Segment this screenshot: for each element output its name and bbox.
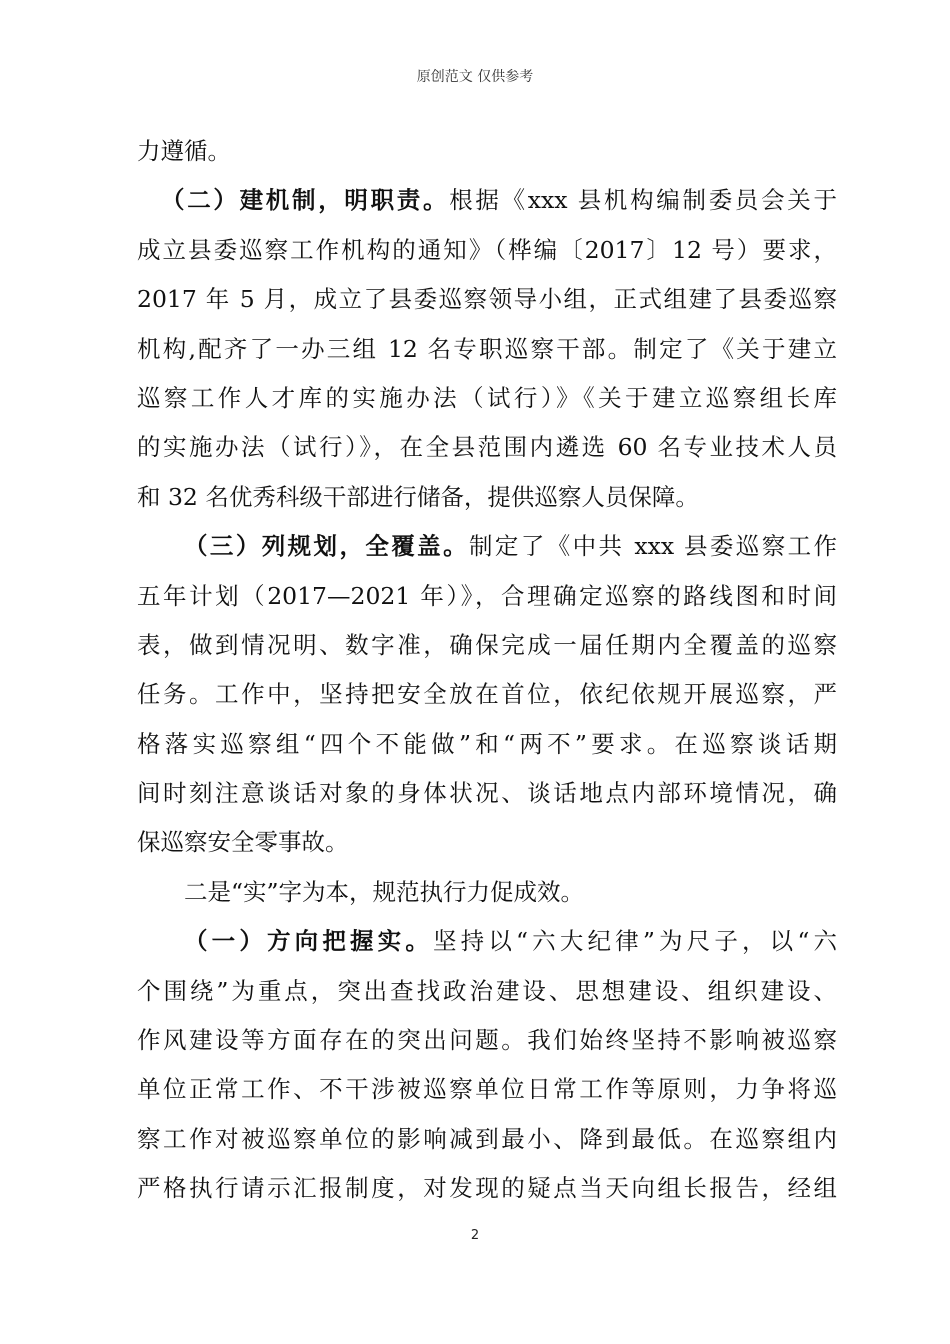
paragraph-line: 保巡察安全零事故。: [137, 828, 349, 857]
paragraph-line: 成立县委巡察工作机构的通知》（桦编〔2017〕12 号）要求，: [137, 235, 837, 264]
page-header: 原创范文 仅供参考: [416, 69, 534, 85]
paragraph-line: 间时刻注意谈话对象的身体状况、谈话地点内部环境情况，确: [137, 779, 837, 808]
paragraph-line: 个围绕”为重点，突出查找政治建设、思想建设、组织建设、: [137, 976, 837, 1005]
document-body: [137, 127, 837, 1214]
paragraph-text: 根据《xxx 县机构编制委员会关于: [449, 186, 837, 215]
paragraph-line: 力遵循。: [137, 137, 231, 165]
paragraph-line: 2017 年 5 月，成立了县委巡察领导小组，正式组建了县委巡察: [137, 285, 837, 314]
paragraph-line: 五年计划（2017—2021 年）》，合理确定巡察的路线图和时间: [137, 581, 837, 610]
paragraph-line: 机构,配齐了一办三组 12 名专职巡察干部。制定了《关于建立: [137, 334, 837, 363]
paragraph-line: [137, 522, 837, 571]
paragraph-line: [137, 176, 837, 225]
paragraph-line: 格落实巡察组“四个不能做”和“两不”要求。在巡察谈话期: [137, 729, 837, 758]
paragraph-line: 表，做到情况明、数字准，确保完成一届任期内全覆盖的巡察: [137, 630, 837, 659]
paragraph-line: 任务。工作中，坚持把安全放在首位，依纪依规开展巡察，严: [137, 680, 837, 709]
paragraph-line: 二是“实”字为本，规范执行力促成效。: [184, 877, 585, 906]
paragraph-line: 和 32 名优秀科级干部进行储备，提供巡察人员保障。: [137, 482, 699, 511]
paragraph-line: 单位正常工作、不干涉被巡察单位日常工作等原则，力争将巡: [137, 1075, 837, 1104]
section-heading: （二）建机制，明职责。: [161, 186, 450, 215]
paragraph-line: [137, 917, 837, 966]
paragraph-line: 察工作对被巡察单位的影响减到最小、降到最低。在巡察组内: [137, 1124, 837, 1153]
section-heading: （一）方向把握实。: [184, 927, 433, 956]
page-number: 2: [470, 1228, 480, 1243]
paragraph-line: 巡察工作人才库的实施办法（试行）》《关于建立巡察组长库: [137, 383, 837, 412]
paragraph-text: 制定了《中共 xxx 县委巡察工作: [469, 532, 838, 561]
section-heading: （三）列规划，全覆盖。: [184, 532, 469, 561]
paragraph-line: 严格执行请示汇报制度，对发现的疑点当天向组长报告，经组: [137, 1174, 837, 1203]
paragraph-line: 的实施办法（试行）》，在全县范围内遴选 60 名专业技术人员: [137, 433, 837, 462]
paragraph-text: 坚持以“六大纪律”为尺子，以“六: [432, 927, 837, 956]
paragraph-line: 作风建设等方面存在的突出问题。我们始终坚持不影响被巡察: [137, 1026, 837, 1055]
